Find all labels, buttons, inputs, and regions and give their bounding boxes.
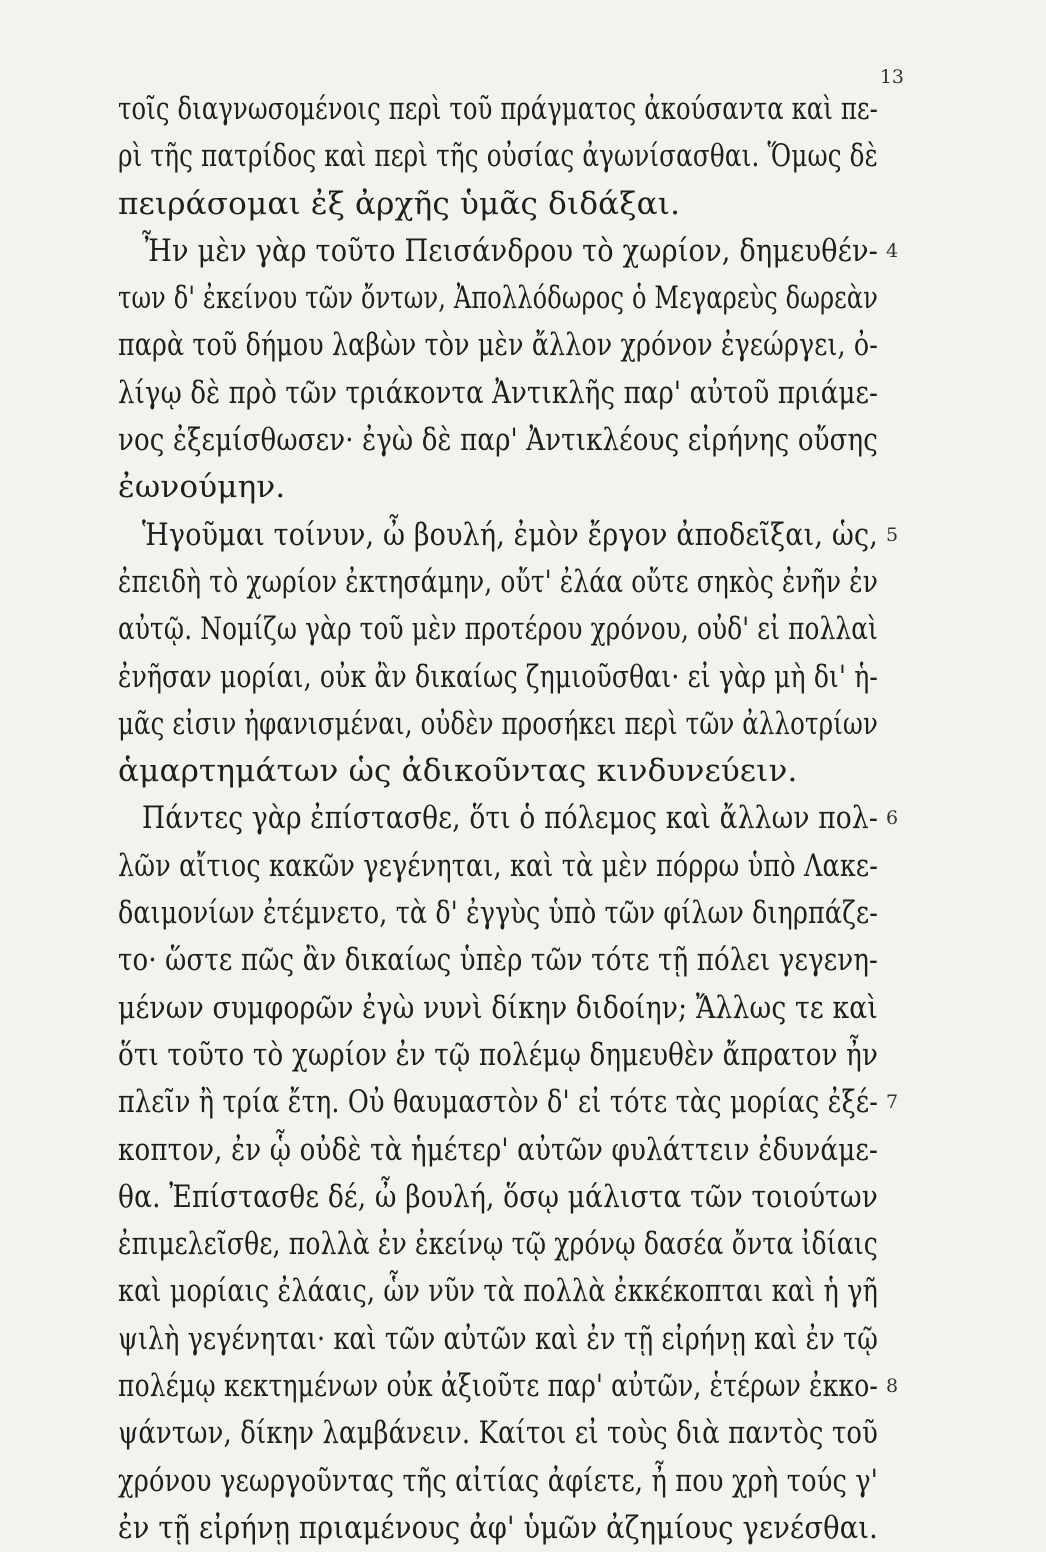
text-line (118, 1268, 908, 1315)
section-number: 7 (886, 1091, 899, 1114)
text-line (118, 417, 908, 464)
text-line (118, 1079, 908, 1126)
body-text (118, 86, 908, 1552)
line-text: ρὶ τῆς πατρίδος καὶ περὶ τῆς οὐσίας ἀγωνίσασθαι. Ὅμως δὲ (118, 138, 878, 175)
line-text: λῶν αἴτιος κακῶν γεγένηται, καὶ τὰ μὲν πόρρω ὑπὸ Λακε- (118, 847, 878, 884)
text-line (118, 1410, 908, 1457)
text-line (118, 322, 908, 369)
line-text: ἐν τῇ εἰρήνῃ πριαμένους ἀφ' ὑμῶν ἀζημίους γενέσθαι. (118, 1509, 878, 1546)
line-text: ἁμαρτημάτων ὡς ἀδικοῦντας κινδυνεύειν. (118, 753, 798, 790)
section-number: 5 (886, 523, 899, 546)
line-text: ὅτι τοῦτο τὸ χωρίον ἐν τῷ πολέμῳ δημευθὲν ἄπρατον ἦν (118, 1036, 878, 1073)
text-line (118, 843, 908, 890)
line-text: κοπτον, ἐν ᾧ οὐδὲ τὰ ἡμέτερ' αὐτῶν φυλάττειν ἐδυνάμε- (118, 1131, 878, 1168)
line-text: μᾶς εἰσιν ἠφανισμέναι, οὐδὲν προσήκει περὶ τῶν ἀλλοτρίων (118, 705, 878, 742)
text-line (118, 701, 908, 748)
section-number: 6 (886, 807, 899, 830)
text-line (118, 559, 908, 606)
line-text: Πάντες γὰρ ἐπίστασθε, ὅτι ὁ πόλεμος καὶ ἄλλων πολ- (142, 800, 878, 837)
line-text: ἐπειδὴ τὸ χωρίον ἐκτησάμην, οὔτ' ἐλάα οὔτε σηκὸς ἐνῆν ἐν (118, 563, 878, 600)
text-line (118, 1032, 908, 1079)
text-line (118, 1174, 908, 1221)
page-number: 13 (879, 66, 904, 88)
line-text: χρόνου γεωργοῦντας τῆς αἰτίας ἀφίετε, ἦ που χρὴ τούς γ' (118, 1462, 878, 1499)
text-line (118, 1363, 908, 1410)
section-number: 4 (886, 239, 899, 262)
text-line (118, 512, 908, 559)
text-line (118, 606, 908, 653)
section-number: 8 (886, 1375, 899, 1398)
line-text: Ἡγοῦμαι τοίνυν, ὦ βουλή, ἐμὸν ἔργον ἀποδεῖξαι, ὡς, (142, 516, 878, 553)
line-text: καὶ μορίαις ἐλάαις, ὧν νῦν τὰ πολλὰ ἐκκέκοπται καὶ ἡ γῆ (118, 1273, 878, 1310)
text-line (118, 985, 908, 1032)
line-text: ἐνῆσαν μορίαι, οὐκ ἂν δικαίως ζημιοῦσθαι· εἰ γὰρ μὴ δι' ἡ- (118, 658, 878, 695)
text-line (118, 181, 908, 228)
text-line (118, 1221, 908, 1268)
line-text: λίγῳ δὲ πρὸ τῶν τριάκοντα Ἀντικλῆς παρ' αὐτοῦ πριάμε- (118, 374, 878, 411)
line-text: των δ' ἐκείνου τῶν ὄντων, Ἀπολλόδωρος ὁ Μεγαρεὺς δωρεὰν (118, 280, 878, 317)
text-line (118, 228, 908, 275)
text-line (118, 1316, 908, 1363)
line-text: πλεῖν ἢ τρία ἔτη. Οὐ θαυμαστὸν δ' εἰ τότε τὰς μορίας ἐξέ- (118, 1084, 878, 1121)
text-line (118, 795, 908, 842)
text-line (118, 370, 908, 417)
text-line (118, 748, 908, 795)
text-line (118, 86, 908, 133)
line-text: πολέμῳ κεκτημένων οὐκ ἀξιοῦτε παρ' αὐτῶν, ἑτέρων ἐκκο- (118, 1368, 878, 1405)
line-text: ψιλὴ γεγένηται· καὶ τῶν αὐτῶν καὶ ἐν τῇ εἰρήνῃ καὶ ἐν τῷ (118, 1320, 878, 1357)
line-text: το· ὥστε πῶς ἂν δικαίως ὑπὲρ τῶν τότε τῇ πόλει γεγενη- (118, 942, 878, 979)
line-text: αὐτῷ. Νομίζω γὰρ τοῦ μὲν προτέρου χρόνου, οὐδ' εἰ πολλαὶ (118, 611, 878, 648)
line-text: δαιμονίων ἐτέμνετο, τὰ δ' ἐγγὺς ὑπὸ τῶν φίλων διηρπάζε- (118, 895, 878, 932)
line-text: πειράσομαι ἐξ ἀρχῆς ὑμᾶς διδάξαι. (118, 185, 681, 222)
text-line (118, 464, 908, 511)
line-text: Ἦν μὲν γὰρ τοῦτο Πεισάνδρου τὸ χωρίον, δημευθέν- (142, 232, 878, 269)
line-text: παρὰ τοῦ δήμου λαβὼν τὸν μὲν ἄλλον χρόνον ἐγεώργει, ὀ- (118, 327, 878, 364)
text-line (118, 937, 908, 984)
line-text: ἐωνούμην. (118, 469, 286, 506)
text-line (118, 1458, 908, 1505)
text-line (118, 133, 908, 180)
line-text: ψάντων, δίκην λαμβάνειν. Καίτοι εἰ τοὺς διὰ παντὸς τοῦ (118, 1415, 878, 1452)
text-line (118, 275, 908, 322)
text-line (118, 1505, 908, 1552)
line-text: νος ἐξεμίσθωσεν· ἐγὼ δὲ παρ' Ἀντικλέους εἰρήνης οὔσης (118, 422, 878, 459)
line-text: ἐπιμελεῖσθε, πολλὰ ἐν ἐκείνῳ τῷ χρόνῳ δασέα ὄντα ἰδίαις (118, 1226, 878, 1263)
text-line (118, 1127, 908, 1174)
text-line (118, 890, 908, 937)
line-text: τοῖς διαγνωσομένοις περὶ τοῦ πράγματος ἀκούσαντα καὶ πε- (118, 91, 878, 127)
text-line (118, 654, 908, 701)
line-text: θα. Ἐπίστασθε δέ, ὦ βουλή, ὅσῳ μάλιστα τῶν τοιούτων (118, 1178, 878, 1215)
line-text: μένων συμφορῶν ἐγὼ νυνὶ δίκην διδοίην; Ἄλλως τε καὶ (118, 989, 878, 1026)
